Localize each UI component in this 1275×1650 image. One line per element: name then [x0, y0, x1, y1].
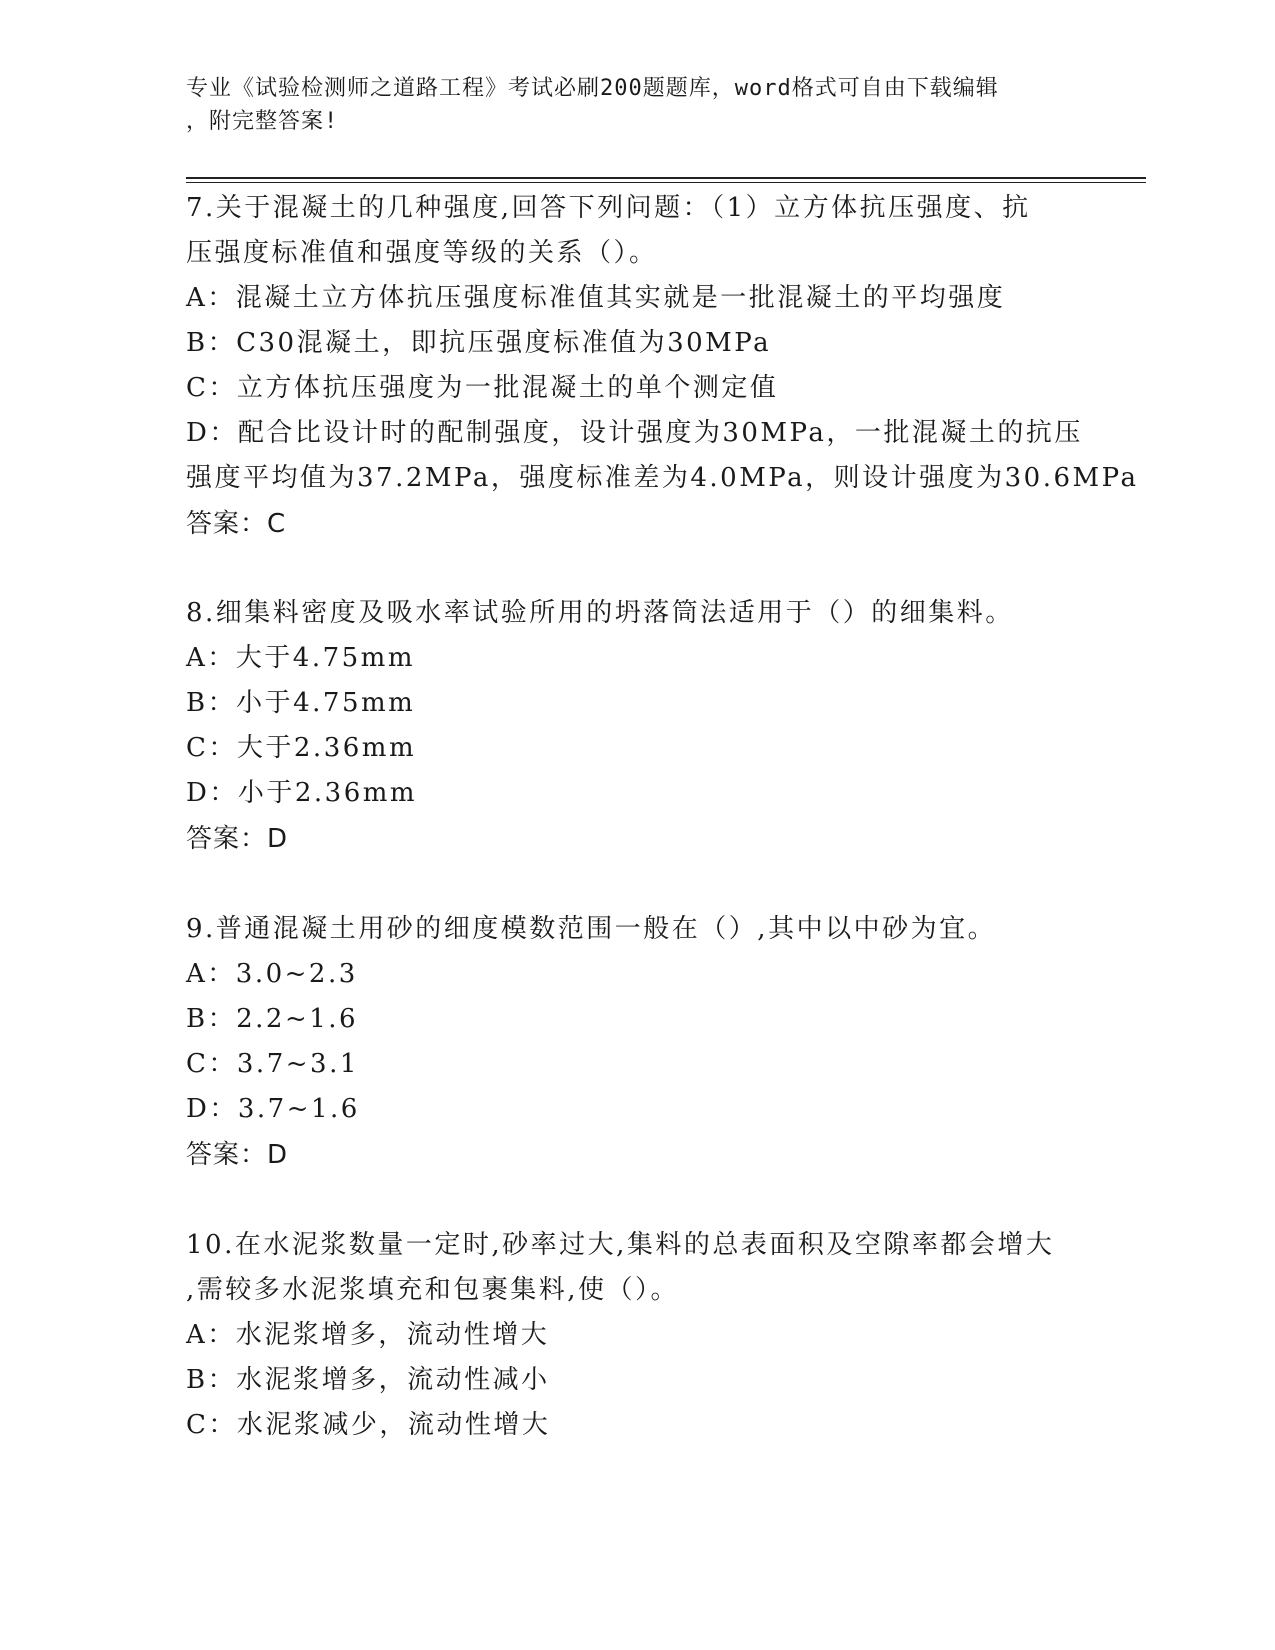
- option-c: C：3.7~3.1: [186, 1049, 359, 1079]
- header-rule-thick: [186, 177, 1146, 179]
- question-stem: 10.在水泥浆数量一定时,砂率过大,集料的总表面积及空隙率都会增大: [186, 1230, 1055, 1260]
- question-stem: 压强度标准值和强度等级的关系（）。: [186, 238, 658, 268]
- option-c: C：立方体抗压强度为一批混凝土的单个测定值: [186, 373, 779, 403]
- question-stem: 7.关于混凝土的几种强度,回答下列问题：（1）立方体抗压强度、抗: [186, 193, 1031, 223]
- option-a: A：大于4.75mm: [186, 643, 415, 673]
- question-stem: ,需较多水泥浆填充和包裹集料,使（）。: [186, 1275, 680, 1305]
- option-b: B：小于4.75mm: [186, 688, 416, 718]
- question-stem: 9.普通混凝土用砂的细度模数范围一般在（）,其中以中砂为宜。: [186, 914, 997, 944]
- option-d: D：配合比设计时的配制强度，设计强度为30MPa，一批混凝土的抗压: [186, 418, 1083, 448]
- option-c: C：大于2.36mm: [186, 733, 417, 763]
- option-d: D：3.7~1.6: [186, 1094, 360, 1124]
- header-line-2: ，附完整答案!: [186, 109, 339, 134]
- option-b: B：水泥浆增多，流动性减小: [186, 1365, 550, 1395]
- answer: 答案：D: [186, 1140, 289, 1170]
- option-b: B：C30混凝土，即抗压强度标准值为30MPa: [186, 328, 772, 358]
- document-header: [186, 72, 1066, 138]
- option-c: C：水泥浆减少，流动性增大: [186, 1410, 551, 1440]
- question-7: [186, 186, 1139, 547]
- option-a: A：水泥浆增多，流动性增大: [186, 1320, 550, 1350]
- question-9: [186, 907, 1086, 1178]
- answer: 答案：D: [186, 824, 289, 854]
- question-stem: 8.细集料密度及吸水率试验所用的坍落筒法适用于（）的细集料。: [186, 598, 1014, 628]
- question-10: [186, 1223, 1086, 1448]
- option-a: A：混凝土立方体抗压强度标准值其实就是一批混凝土的平均强度: [186, 283, 1006, 313]
- option-b: B：2.2~1.6: [186, 1004, 359, 1034]
- option-a: A：3.0~2.3: [186, 959, 358, 989]
- header-line-1: 专业《试验检测师之道路工程》考试必刷200题题库，word格式可自由下载编辑: [186, 76, 999, 101]
- header-rule-thin: [186, 182, 1146, 183]
- question-8: [186, 591, 1086, 862]
- answer: 答案：C: [186, 509, 287, 539]
- option-d-continued: 强度平均值为37.2MPa，强度标准差为4.0MPa，则设计强度为30.6MPa: [186, 463, 1139, 493]
- option-d: D：小于2.36mm: [186, 778, 418, 808]
